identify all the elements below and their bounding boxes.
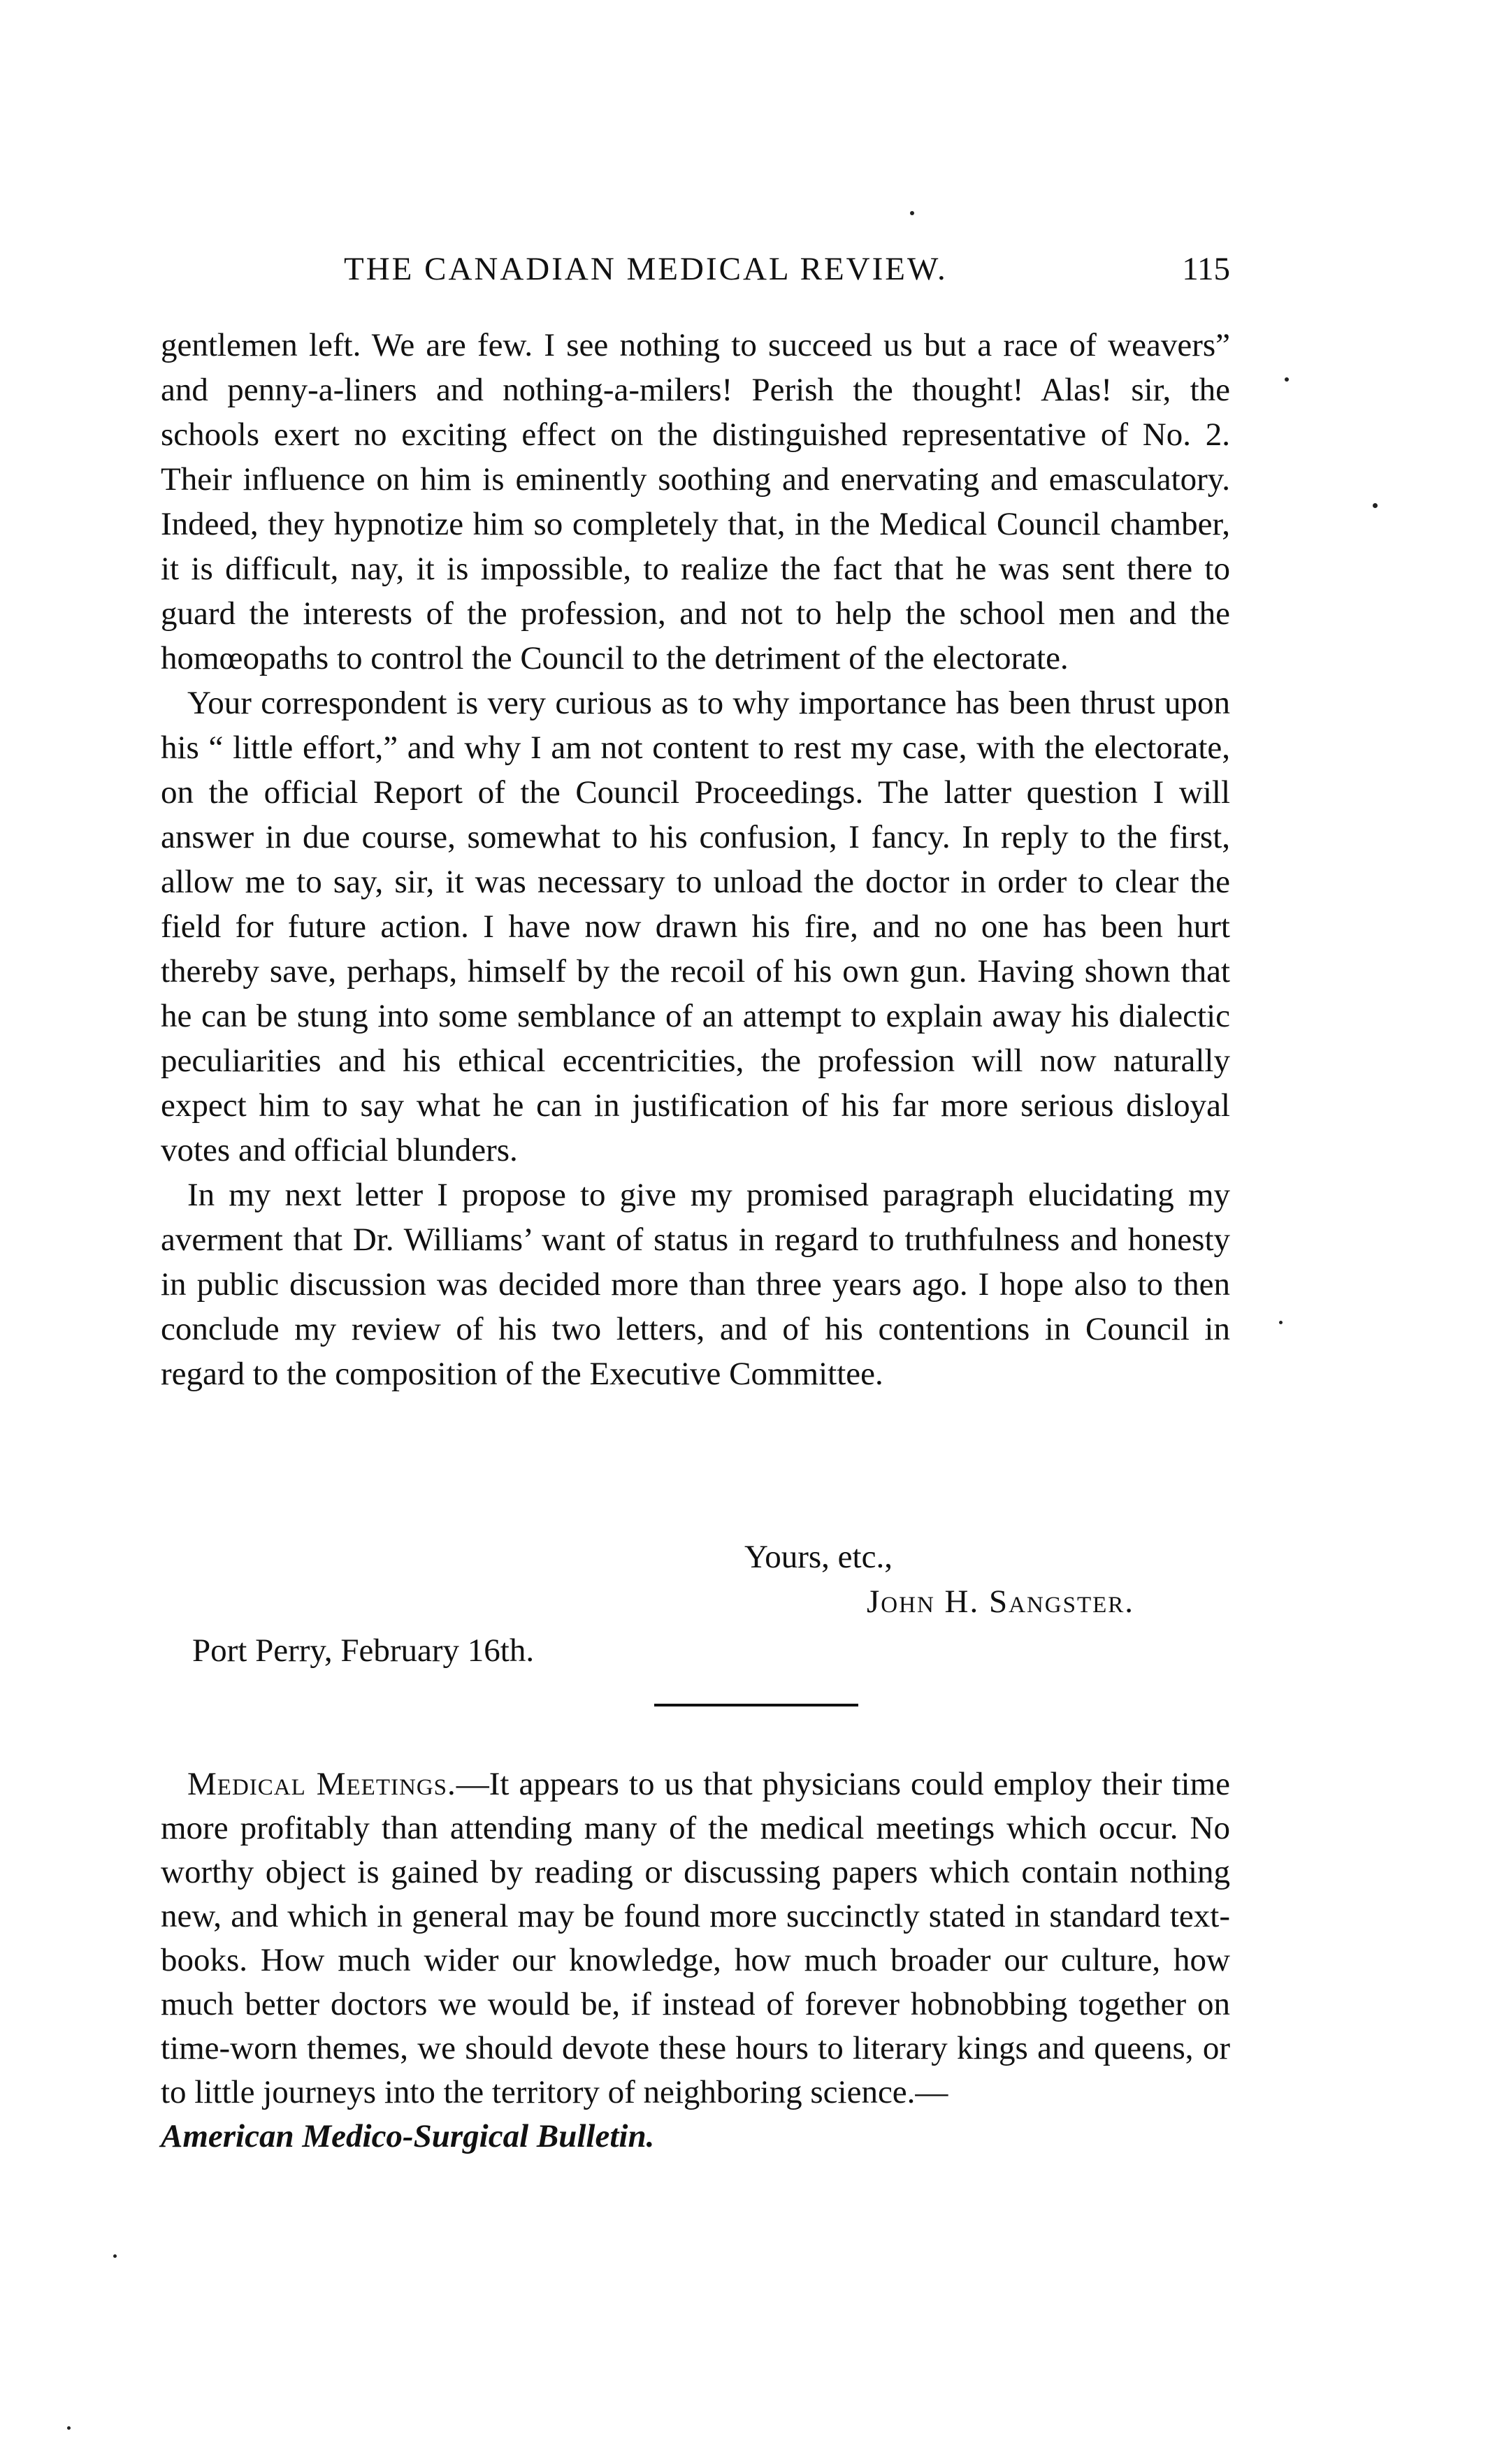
- scan-speck: [67, 2426, 71, 2430]
- scan-speck: [1373, 503, 1378, 508]
- letter-dateline: Port Perry, February 16th.: [192, 1632, 535, 1669]
- journal-title: THE CANADIAN MEDICAL REVIEW.: [344, 251, 948, 287]
- letter-signoff: Yours, etc.,: [744, 1539, 893, 1575]
- news-paragraph: [161, 1762, 1230, 2159]
- running-header: [161, 250, 1230, 292]
- section-divider: [654, 1704, 858, 1706]
- news-item: [161, 1762, 1230, 2159]
- paragraph-1: gentlemen left. We are few. I see nothing to succeed us but a race of weavers” and penny-a-liners and nothing-a-milers! Perish the thought! Alas! sir, the schools exert no exciting effect on the distinguished representative of No. 2. Their influence on him is eminently soothing and enervating and emasculatory. Indeed, they hypnotize him so completely that, in the Medical Council chamber, it is difficult, nay, it is impossible, to realize the fact that he was sent there to guard the interests of the profession, and not to help the school men and the homœopaths to control the Council to the detriment of the electorate.: [161, 327, 1230, 676]
- page-number: 115: [1182, 251, 1230, 287]
- news-heading: Medical Meetings.: [187, 1766, 456, 1802]
- news-source: American Medico-Surgical Bulletin.: [161, 2118, 655, 2154]
- paragraph-2: Your correspondent is very curious as to why importance has been thrust upon his “ little effort,” and why I am not content to rest my case, with the electorate, on the official Report of the Council Proceedings. The latter question I will answer in due course, somewhat to his confusion, I fancy. In reply to the first, allow me to say, sir, it was necessary to unload the doctor in order to clear the field for future action. I have now drawn his fire, and no one has been hurt thereby save, perhaps, himself by the recoil of his own gun. Having shown that he can be stung into some semblance of an attempt to explain away his dialectic peculiarities and his ethical eccentricities, the profession will now naturally expect him to say what he can in justification of his far more serious disloyal votes and official blunders.: [161, 685, 1230, 1168]
- scan-speck: [113, 2254, 117, 2258]
- letter-body: [161, 323, 1230, 1396]
- scan-speck: [1279, 1321, 1283, 1324]
- paragraph-3: In my next letter I propose to give my promised paragraph elucidating my averment that Dr. Williams’ want of status in regard to truthfulness and honesty in public discussion was decided more than three years ago. I hope also to then conclude my review of his two letters, and of his contentions in Council in regard to the composition of the Executive Committee.: [161, 1177, 1230, 1392]
- scan-speck: [1285, 377, 1289, 382]
- scan-speck: [910, 211, 914, 215]
- letter-signature: John H. Sangster.: [867, 1584, 1135, 1620]
- news-body: —It appears to us that physicians could employ their time more profitably than attending many of the medical meetings which occur. No worthy object is gained by reading or discussing papers which contain nothing new, and which in general may be found more succinctly stated in standard text-books. How much wider our knowledge, how much broader our culture, how much better doctors we would be, if instead of forever hobnobbing together on time-worn themes, we should devote these hours to literary kings and queens, or to little journeys into the territory of neighboring science.—: [161, 1766, 1230, 2110]
